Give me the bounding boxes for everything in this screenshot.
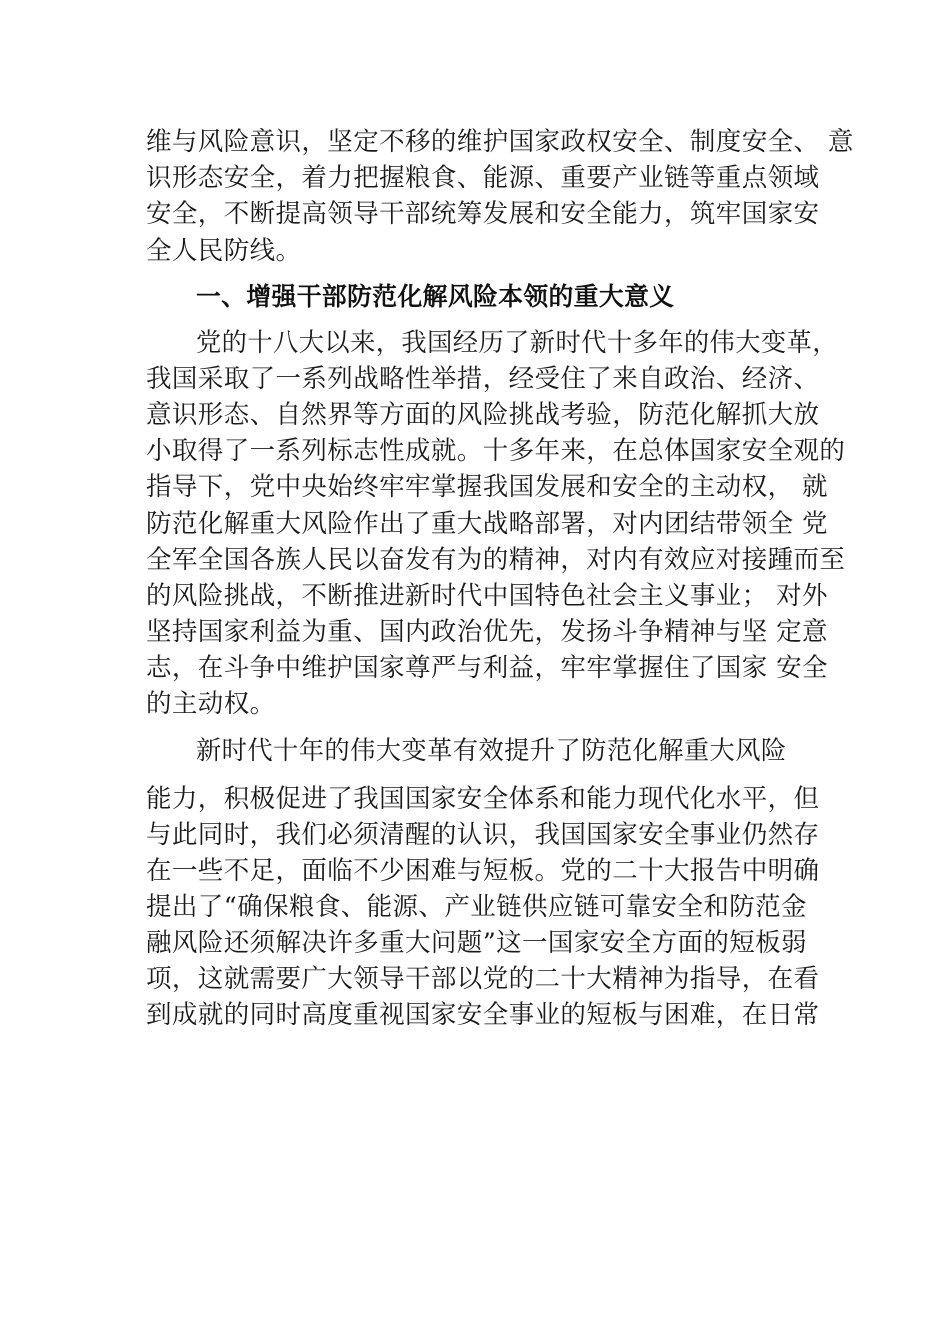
text-line: 指导下，党中央始终牢牢掌握我国发展和安全的主动权， 就: [146, 472, 828, 502]
section-heading: 一、增强干部防范化解风险本领的重大意义: [196, 282, 675, 311]
text-line: 我国采取了一系列战略性举措，经受住了来自政治、经济、: [146, 364, 820, 394]
text-line: 在一些不足，面临不少困难与短板。党的二十大报告中明确: [146, 856, 820, 886]
text-line: 项，这就需要广大领导干部以党的二十大精神为指导，在看: [146, 964, 820, 994]
text-line: 志，在斗争中维护国家尊严与利益，牢牢掌握住了国家 安全: [146, 653, 828, 683]
text-line: 坚持国家利益为重、国内政治优先，发扬斗争精神与坚 定意: [146, 617, 828, 647]
text-line: 提出了“确保粮食、能源、产业链供应链可靠安全和防范金: [146, 892, 807, 922]
text-line: 意识形态、自然界等方面的风险挑战考验，防范化解抓大放: [146, 400, 820, 430]
text-line: 全军全国各族人民以奋发有为的精神，对内有效应对接踵而至: [146, 545, 846, 575]
text-line: 新时代十年的伟大变革有效提升了防范化解重大风险: [196, 736, 787, 766]
text-line: 与此同时，我们必须清醒的认识，我国国家安全事业仍然存: [146, 820, 820, 850]
text-line: 防范化解重大风险作出了重大战略部署，对内团结带领全 党: [146, 509, 828, 539]
text-line: 到成就的同时高度重视国家安全事业的短板与困难，在日常: [146, 1000, 820, 1030]
text-line: 能力，积极促进了我国国家安全体系和能力现代化水平，但: [146, 784, 820, 814]
text-line: 的主动权。: [146, 689, 276, 719]
text-line: 全人民防线。: [146, 236, 302, 266]
text-line: 维与风险意识，坚定不移的维护国家政权安全、制度安全、 意: [146, 127, 854, 157]
text-line: 的风险挑战，不断推进新时代中国特色社会主义事业； 对外: [146, 581, 828, 611]
text-line: 党的十八大以来，我国经历了新时代十多年的伟大变革，: [196, 328, 838, 358]
text-line: 识形态安全，着力把握粮食、能源、重要产业链等重点领域: [146, 163, 820, 193]
text-line: 融风险还须解决许多重大问题”这一国家安全方面的短板弱: [146, 928, 807, 958]
text-line: 安全，不断提高领导干部统筹发展和安全能力，筑牢国家安: [146, 199, 820, 229]
text-line: 小取得了一系列标志性成就。十多年来，在总体国家安全观的: [146, 436, 846, 466]
